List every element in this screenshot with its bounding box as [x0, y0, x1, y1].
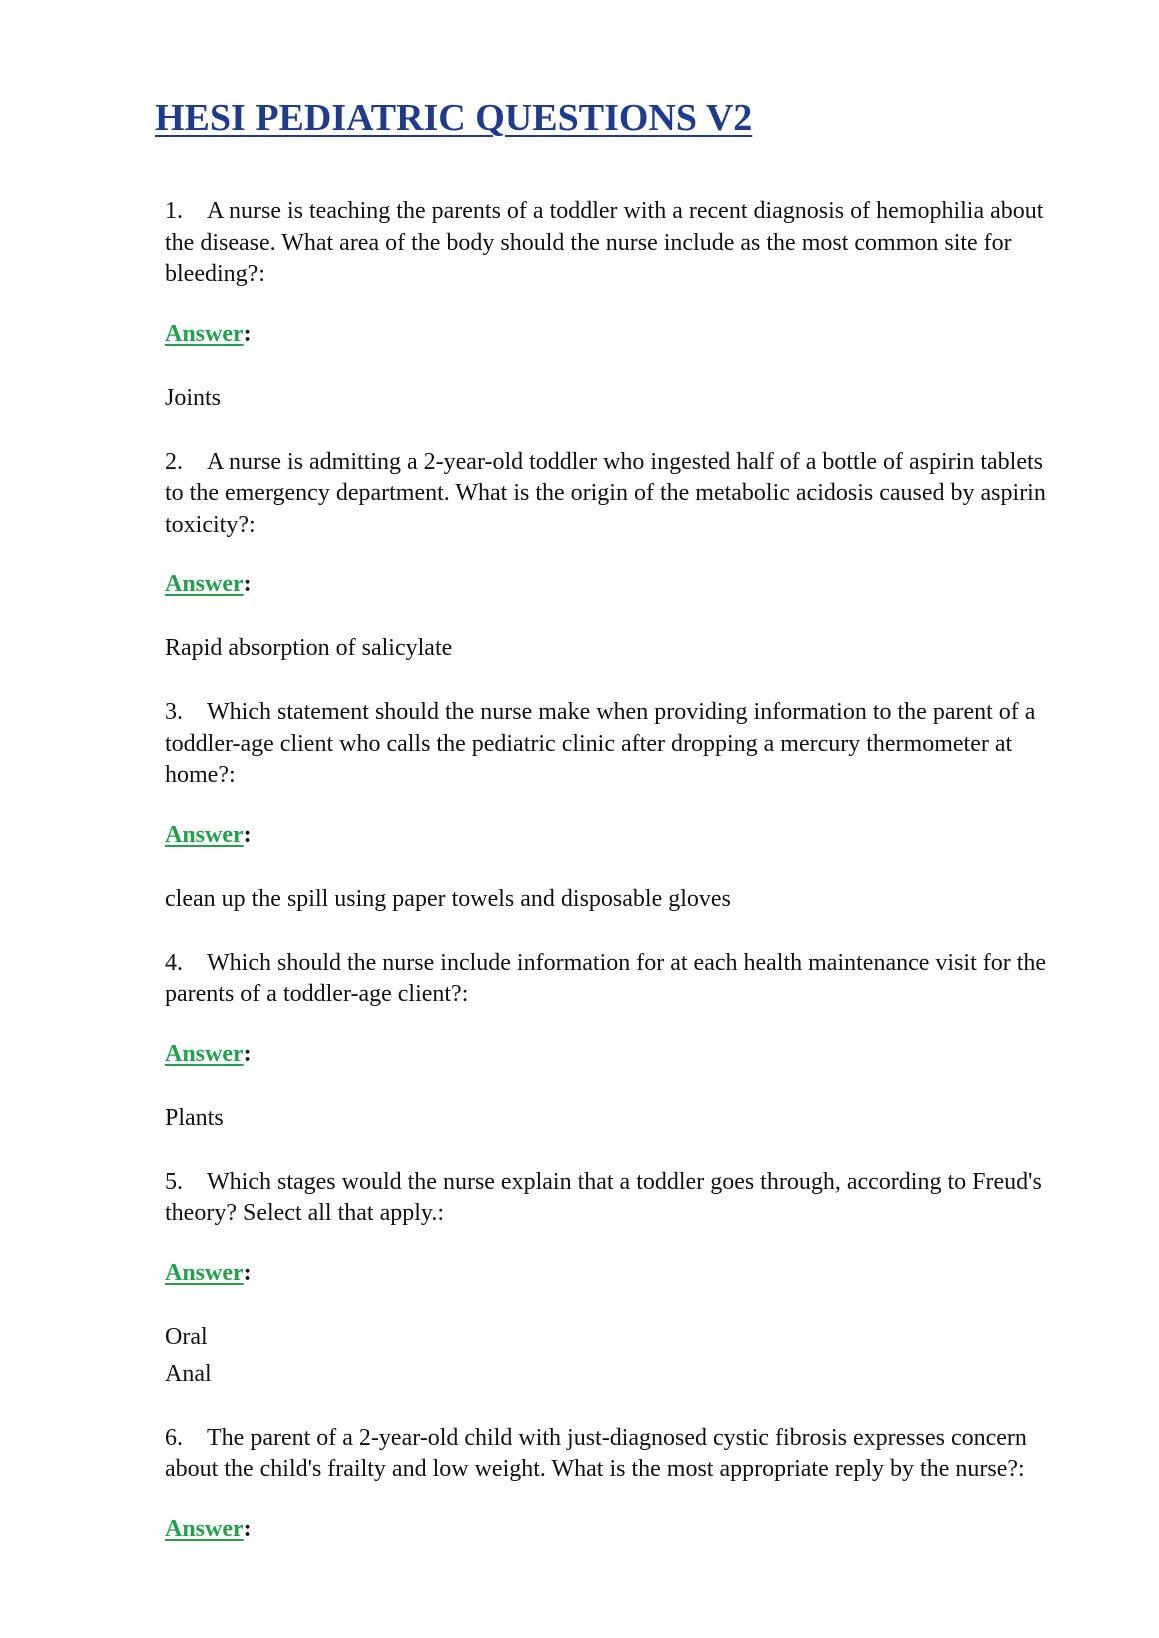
answer-label: Answer: [165, 320, 252, 347]
question-item [165, 1423, 1065, 1545]
question-item [165, 948, 1065, 1137]
question-item [165, 196, 1065, 417]
answer-label: Answer: [165, 1040, 252, 1067]
question-text: 3. Which statement should the nurse make when providing information to the parent of a toddler-age client who calls the pediatric clinic after dropping a mercury thermometer at home?: [165, 699, 1036, 788]
question-text: 1. A nurse is teaching the parents of a toddler with a recent diagnosis of hemophilia about the disease. What area of the body should the nurse include as the most common site for bleeding?: [165, 198, 1044, 287]
question-text: 4. Which should the nurse include information for at each health maintenance visit for the parents of a toddler-age client?: [165, 949, 1047, 1007]
answer-text: Oral [165, 1323, 208, 1350]
question-number: 1. [165, 198, 183, 224]
question-number: 5. [165, 1168, 183, 1195]
answer-label: Answer: [165, 1259, 252, 1286]
question-text: 2. A nurse is admitting a 2-year-old toddler who ingested half of a bottle of aspirin tablets to the emergency department. What is the origin of the metabolic acidosis caused by aspirin toxicity?: [165, 448, 1046, 538]
question-item [165, 697, 1065, 918]
question-number: 6. [165, 1424, 183, 1451]
answer-text: Plants [165, 1104, 224, 1131]
question-text: 6. The parent of a 2-year-old child with just-diagnosed cystic fibrosis expresses concern about the child's frailty and low weight. What is the most appropriate reply by the nurse?: [165, 1424, 1027, 1482]
question-text: 5. Which stages would the nurse explain that a toddler goes through, according to Freud's theory? Select all that apply.: [165, 1168, 1042, 1226]
answer-text: Anal [165, 1360, 212, 1387]
answer-text: clean up the spill using paper towels and disposable gloves [165, 885, 731, 912]
answer-label: Answer: [165, 821, 252, 848]
question-item [165, 1167, 1065, 1393]
question-list [165, 196, 1065, 1575]
question-number: 3. [165, 699, 183, 725]
question-number: 4. [165, 949, 183, 976]
answer-text: Rapid absorption of salicylate [165, 635, 453, 661]
question-number: 2. [165, 448, 183, 475]
question-item [165, 447, 1065, 668]
answer-label: Answer: [165, 1515, 252, 1542]
page-title: HESI PEDIATRIC QUESTIONS V2 [155, 97, 753, 139]
answer-label: Answer: [165, 571, 252, 597]
answer-text: Joints [165, 384, 222, 411]
